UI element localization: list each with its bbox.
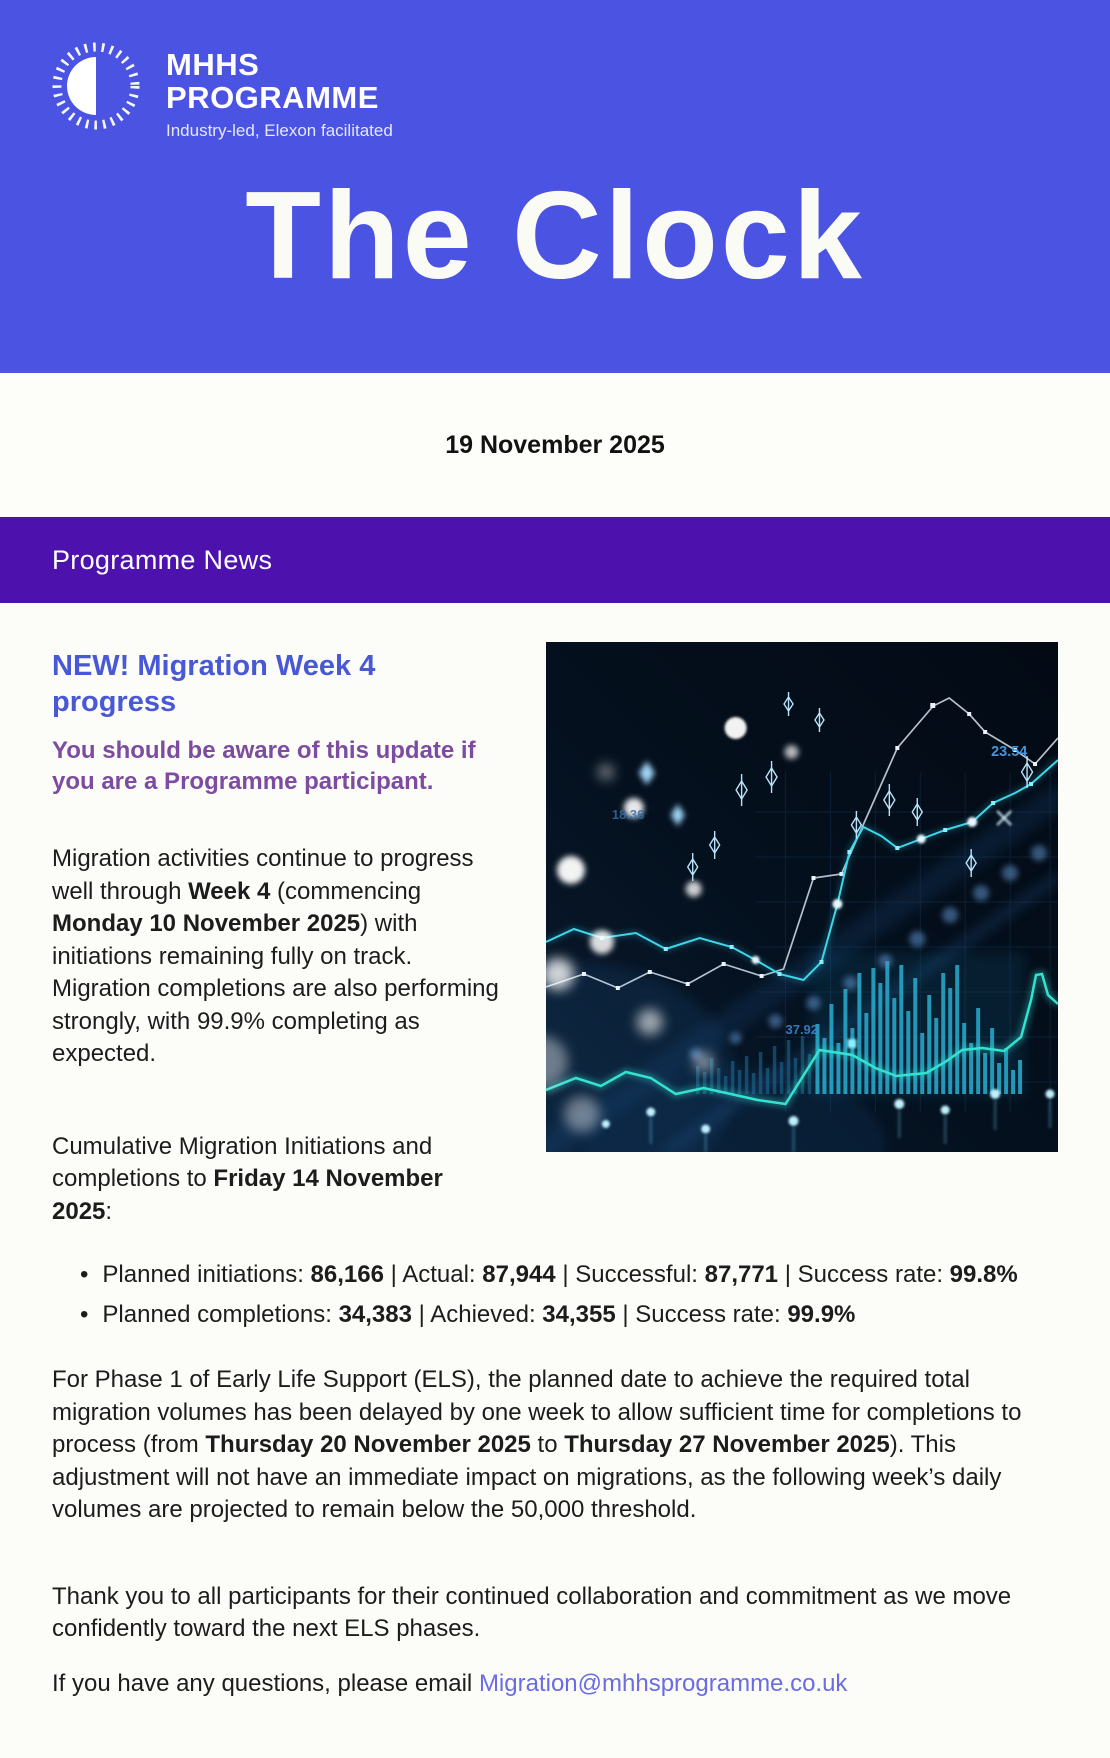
- section-banner-label: Programme News: [52, 544, 273, 575]
- bullet-list: [52, 1258, 1058, 1332]
- article-subtitle: You should be aware of this update if you are a Programme participant.: [52, 737, 476, 795]
- article-paragraph-3: For Phase 1 of Early Life Support (ELS), the planned date to achieve the required total migration volumes has been delayed by one week to allow sufficient time for completions to process (from Thursday 20 November 2025 to Thursday 27 November 2025). This adjustment will not have an immediate impact on migrations, as the following week’s daily volumes are projected to remain below the 50,000 threshold.: [52, 1366, 1022, 1523]
- contact-line: [52, 1668, 1058, 1701]
- article-paragraph-2: Cumulative Migration Initiations and completions to Friday 14 November 2025:: [52, 1132, 443, 1225]
- newsletter-masthead: [0, 0, 1110, 373]
- article-paragraph-4: Thank you to all participants for their continued collaboration and commitment as we move confidently toward the next ELS phases.: [52, 1582, 1012, 1642]
- date-strip: [0, 373, 1110, 517]
- bullet-item-initiations: • Planned initiations: 86,166 | Actual: 87,944 | Successful: 87,771 | Success rate: 99.8%: [74, 1258, 1058, 1292]
- logo-tagline: Industry-led, Elexon facilitated: [166, 121, 393, 140]
- chart-label-3: 23.54: [991, 743, 1028, 761]
- date-line: 19 November 2025: [445, 430, 665, 459]
- contact-prefix: If you have any questions, please email: [52, 1669, 479, 1697]
- chart-image: [546, 642, 1058, 1152]
- section-banner: [0, 517, 1110, 603]
- article-text-column: [52, 648, 500, 1228]
- email-link[interactable]: Migration@mhhsprogramme.co.uk: [478, 1669, 848, 1697]
- logo-text: [166, 38, 393, 141]
- article-image-column: [546, 642, 1058, 1228]
- logo-line-1: MHHS: [166, 47, 260, 82]
- chart-label-2: 37.92: [785, 1021, 818, 1038]
- article-heading: NEW! Migration Week 4 progress: [52, 650, 376, 718]
- chart-label-1: 18.36: [611, 806, 645, 823]
- clock-logo-icon: [50, 38, 142, 134]
- mhhs-logo: [50, 38, 393, 141]
- article-paragraph-1: Migration activities continue to progress well through Week 4 (commencing Monday 10 November 2025) with initiations remaining fully on track. Migration completions are also performing strongly, with 99.9% completing as expected.: [52, 845, 499, 1067]
- newsletter-title: The Clock: [245, 167, 865, 305]
- bullet-item-completions: • Planned completions: 34,383 | Achieved: 34,355 | Success rate: 99.9%: [74, 1298, 1058, 1332]
- article: [0, 648, 1110, 1700]
- logo-line-2: PROGRAMME: [166, 80, 379, 115]
